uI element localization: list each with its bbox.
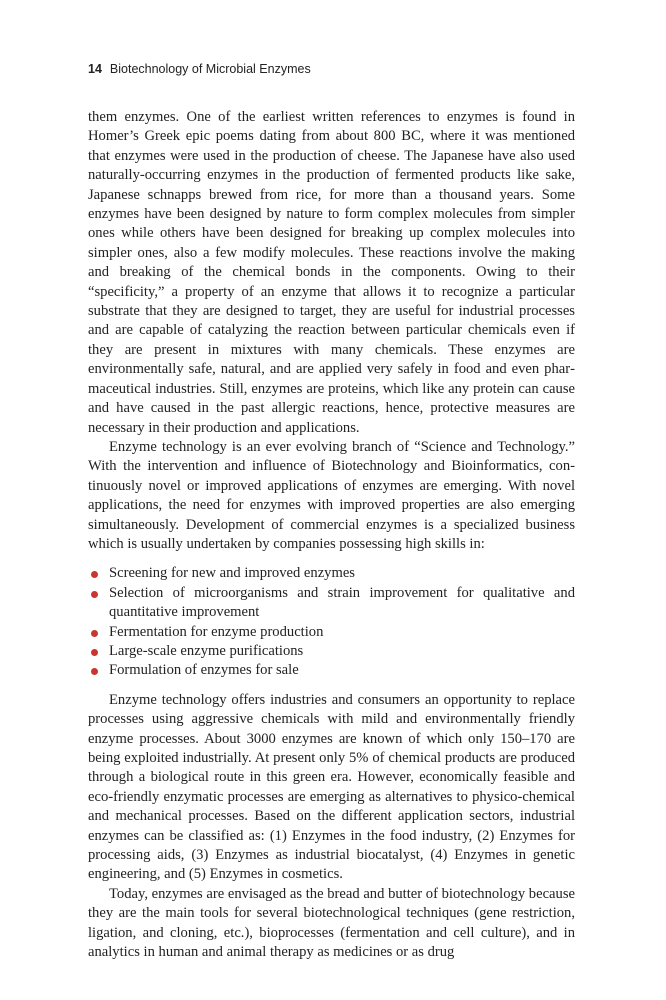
skills-bullet-list [88, 564, 575, 680]
bullet-item: Selection of microorganisms and strain improvement for qualitative and quantitative improvement [88, 584, 575, 623]
bullet-dot-icon [91, 630, 98, 637]
page-body [88, 108, 575, 962]
paragraph-enzyme-technology: Enzyme technology is an ever evolving branch of “Science and Technology.” With the intervention and influence of Biotechnology and Bioinformatics, continuously novel or improved applications of enzymes are emerging. With novel applications, the need for enzymes with improved properties are also emerging simultaneously. Development of commercial enzymes is a specialized business which is usually undertaken by companies possessing high skills in: [88, 438, 575, 552]
bullet-item: Large-scale enzyme purifications [88, 642, 575, 661]
bullet-dot-icon [91, 591, 98, 598]
running-header [88, 62, 311, 76]
bullet-dot-icon [91, 571, 98, 578]
paragraph-continuation: them enzymes. One of the earliest written references to enzymes is found in Homer’s Greek epic poems dating from about 800 BC, where it was mentioned that enzymes were used in the production of cheese. The Japanese have also used naturally-occurring enzymes in the production of fermented products like sake, Japanese schnapps brewed from rice, for more than a thousand years. Some enzymes have been designed by nature to form complex molecules from simpler ones while others have been designed for breaking up complex molecules into simpler ones, also a few modify molecules. These reactions involve the making and breaking of the chemical bonds in the components. Owing to their “specificity,” a property of an enzyme that allows it to recognize a particular substrate that they are designed to target, they are useful for industrial processes and are capable of catalyzing the reaction between particular chemicals even if they are present in mixtures with many chemicals. These enzymes are environmentally safe, natural, and are applied very safely in food and even pharmaceutical industries. Still, enzymes are proteins, which like any protein can cause and have caused in the past allergic reactions, hence, protective measures are necessary in their production and applications. [88, 109, 575, 436]
running-title: Biotechnology of Microbial Enzymes [109, 62, 311, 76]
bullet-item: Screening for new and improved enzymes [88, 564, 575, 583]
paragraph-biotechnology-tools: Today, enzymes are envisaged as the bread and butter of biotechnology because they are the main tools for several biotechnological techniques (gene restriction, ligation, and cloning, etc.), bioprocesses (fermentation and cell culture), and in analytics in human and animal therapy as medicines or as drug [88, 885, 575, 961]
paragraph-enzyme-applications: Enzyme technology offers industries and consumers an opportunity to replace processes using aggressive chemicals with mild and environmentally friendly enzyme processes. About 3000 enzymes are known of which only 150–170 are being exploited industrially. At present only 5% of chemical products are produced through a biological route in this green era. However, economically feasible and eco-friendly enzymatic processes are emerging as alternatives to physico-chemical and mechanical processes. Based on the different application sectors, industrial enzymes can be classified as: (1) Enzymes in the food industry, (2) Enzymes for processing aids, (3) Enzymes as industrial biocatalyst, (4) Enzymes in genetic engineering, and (5) Enzymes in cosmetics. [88, 691, 575, 883]
bullet-item: Formulation of enzymes for sale [88, 661, 575, 680]
page-number: 14 [88, 62, 102, 76]
bullet-dot-icon [91, 649, 98, 656]
bullet-item: Fermentation for enzyme production [88, 623, 575, 642]
bullet-dot-icon [91, 668, 98, 675]
